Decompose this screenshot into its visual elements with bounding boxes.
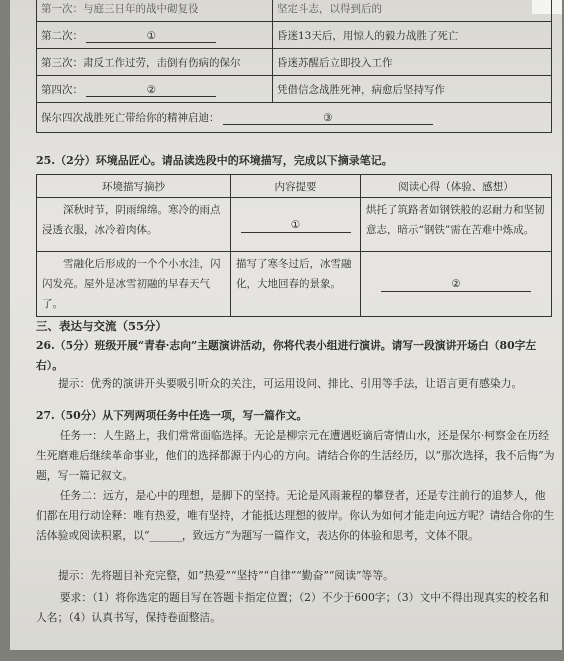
row-second-right: 昏迷13天后，用惊人的毅力战胜了死亡 (273, 22, 552, 49)
section-three-heading: 三、表达与交流（55分） (36, 319, 168, 333)
header-excerpt: 环境描写摘抄 (37, 175, 231, 198)
summary-cell (37, 103, 552, 133)
header-summary: 内容提要 (231, 175, 361, 198)
excerpt-1: 深秋时节，阴雨绵绵。寒冷的雨点浸透衣服，冰冷着肉体。 (37, 198, 231, 252)
q25-title: 25.（2分）环境品匠心。请品读选段中的环境描写，完成以下摘录笔记。 (36, 154, 393, 167)
row-fourth-left (37, 76, 273, 103)
row-label: 第四次： (41, 83, 83, 96)
row-second-left (37, 22, 273, 49)
answer-blank-3[interactable]: ③ (223, 112, 433, 125)
row-third-right: 昏迷苏醒后立即投入工作 (273, 49, 552, 76)
environment-table (36, 174, 552, 317)
answer-blank-1[interactable]: ① (86, 30, 216, 43)
q27-tip: 提示：先将题目补充完整，如“热爱”“坚持”“自律”“勤奋”“阅读”等等。 (58, 569, 394, 582)
answer-blank-25-1[interactable]: ① (241, 218, 351, 233)
table-row (37, 22, 552, 49)
q27-requirements: 要求：（1）将你选定的题目写在答题卡指定位置；（2）不少于600字；（3）文中不得出现真实的校名和人名；（4）认真书写，保持卷面整洁。 (36, 591, 550, 624)
summary-label: 保尔四次战胜死亡带给你的精神启迪： (41, 112, 220, 124)
table-header-row (37, 175, 552, 198)
excerpt-2: 雪融化后形成的一个个小水洼，闪闪发亮。屋外是冰雪初融的早春天气了。 (37, 252, 231, 317)
q27-task2: 任务二：远方，是心中的理想，是脚下的坚持。无论是风雨兼程的攀登者，还是专注前行的追梦人，他们都在用行动诠释：唯有热爱，唯有坚持，才能抵达理想的彼岸。你认为如何才能走向远方呢？请结合你的生活体验或阅读积累，以“______，致远方”为题写一篇作文，表达你的体验和思考，文体不限。 (36, 489, 555, 542)
row-third-left: 第三次：肃反工作过劳，击倒有伤病的保尔 (37, 49, 273, 76)
q26-title: 26.（5分）班级开展“青春·志向”主题演讲活动，你将代表小组进行演讲。请写一段演讲开场白（80字左右）。 (36, 339, 537, 372)
answer-blank-25-2[interactable]: ② (381, 277, 531, 292)
answer-blank-2[interactable]: ② (86, 84, 216, 97)
table-row (37, 49, 552, 76)
table-row (37, 198, 552, 252)
row-label: 第二次： (41, 29, 83, 42)
reading-table-baoer (36, 0, 552, 133)
q27-title: 27.（50分）从下列两项任务中任选一项，写一篇作文。 (36, 409, 308, 422)
table-row (37, 103, 552, 133)
row-fourth-right: 凭借信念战胜死神，病愈后坚持写作 (273, 76, 552, 103)
header-insight: 阅读心得（体验、感想） (361, 175, 552, 198)
exam-paper (10, 0, 562, 650)
row0-right: 坚定斗志，以得到后的 (273, 0, 552, 22)
table-row (37, 252, 552, 317)
q27-task1: 任务一：人生路上，我们常常面临选择。无论是柳宗元在遭遇贬谪后寄情山水，还是保尔·柯察金在历经生死磨难后继续革命事业，他们的选择都源于内心的方向。请结合你的生活经历，以“那次选择，我不后悔”为题，写一篇记叙文。 (36, 429, 555, 482)
row0-left: 第一次：与庭三日年的战中砌复役 (37, 0, 273, 22)
table-row (37, 0, 552, 22)
summary-cell-1 (231, 198, 361, 252)
q26-hint: 提示：优秀的演讲开头要吸引听众的关注，可运用设问、排比、引用等手法，让语言更有感染力。 (58, 377, 523, 390)
insight-1: 烘托了筑路者如钢铁般的忍耐力和坚韧意志，暗示“钢铁”需在苦难中炼成。 (361, 198, 552, 252)
table-row (37, 76, 552, 103)
insight-cell-2 (361, 252, 552, 317)
summary-2: 描写了寒冬过后，冰雪融化，大地回春的景象。 (231, 252, 361, 317)
